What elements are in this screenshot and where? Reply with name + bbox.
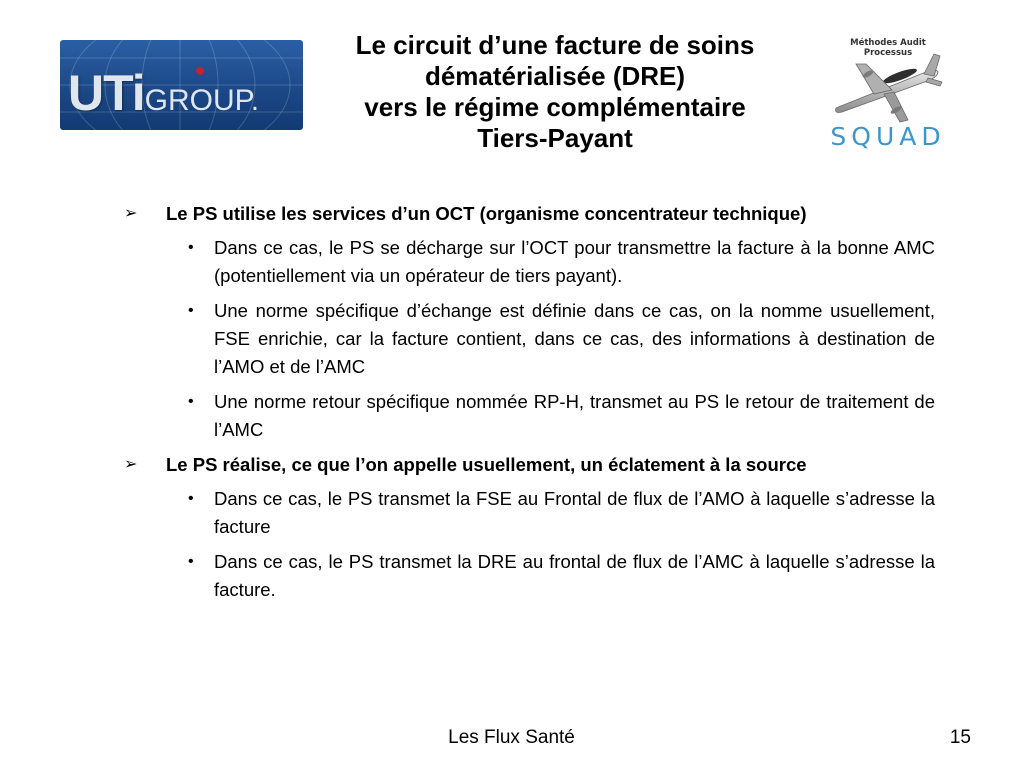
section-heading-text: Le PS utilise les services d’un OCT (organisme concentrateur technique) [166, 203, 807, 224]
squad-caption: Méthodes Audit Processus [850, 38, 926, 58]
squad-name: SQUAD [830, 122, 946, 151]
dot-bullet-icon: • [188, 302, 194, 319]
list-item-text: Une norme spécifique d’échange est définie dans ce cas, on la nomme usuellement, FSE enrichie, car la facture contient, dans ce cas, des informations à destination de l’AMO et de l’AMC [214, 300, 935, 377]
uti-brand-text [68, 64, 259, 122]
arrow-bullet-icon: ➢ [124, 205, 138, 222]
dot-bullet-icon: • [188, 553, 194, 570]
section-heading [120, 451, 935, 479]
list-item-text: Dans ce cas, le PS transmet la DRE au frontal de flux de l’AMC à laquelle s’adresse la facture. [214, 551, 935, 600]
uti-group-logo [60, 40, 303, 130]
arrow-bullet-icon: ➢ [124, 456, 138, 473]
uti-brand-big: UTi [68, 65, 145, 121]
list-item [120, 485, 935, 541]
title-line: Le circuit d’une facture de soins [355, 30, 755, 60]
list-item [120, 548, 935, 604]
footer-title: Les Flux Santé [448, 727, 575, 748]
list-item [120, 388, 935, 444]
uti-red-dot [196, 67, 204, 75]
list-item-text: Dans ce cas, le PS transmet la FSE au Frontal de flux de l’AMO à laquelle s’adresse la facture [214, 488, 935, 537]
section-heading-text: Le PS réalise, ce que l’on appelle usuellement, un éclatement à la source [166, 454, 807, 475]
squad-logo [826, 36, 950, 154]
airplane-icon [830, 50, 946, 124]
list-item [120, 234, 935, 290]
section-heading [120, 200, 935, 228]
dot-bullet-icon: • [188, 393, 194, 410]
list-item-text: Une norme retour spécifique nommée RP-H, transmet au PS le retour de traitement de l’AMC [214, 391, 935, 440]
dot-bullet-icon: • [188, 490, 194, 507]
title-line: dématérialisée (DRE) [424, 61, 686, 91]
page-number: 15 [949, 727, 971, 748]
list-item-text: Dans ce cas, le PS se décharge sur l’OCT pour transmettre la facture à la bonne AMC (potentiellement via un opérateur de tiers payant). [214, 237, 935, 286]
list-item [120, 297, 935, 381]
slide-body [120, 200, 935, 611]
uti-brand-small: GROUP. [144, 84, 260, 117]
title-line: vers le régime complémentaire [364, 92, 746, 122]
slide-title [300, 30, 810, 154]
title-line: Tiers-Payant [477, 123, 633, 153]
dot-bullet-icon: • [188, 239, 194, 256]
